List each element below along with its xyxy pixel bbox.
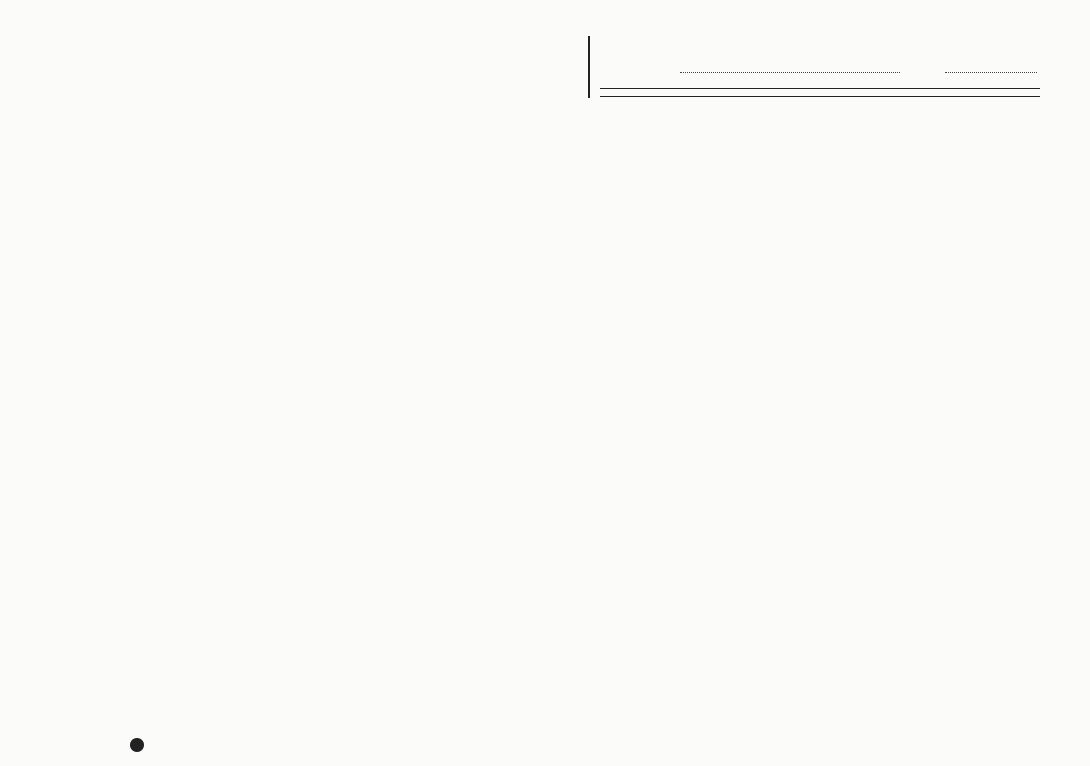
printer-seal-icon xyxy=(130,738,144,752)
